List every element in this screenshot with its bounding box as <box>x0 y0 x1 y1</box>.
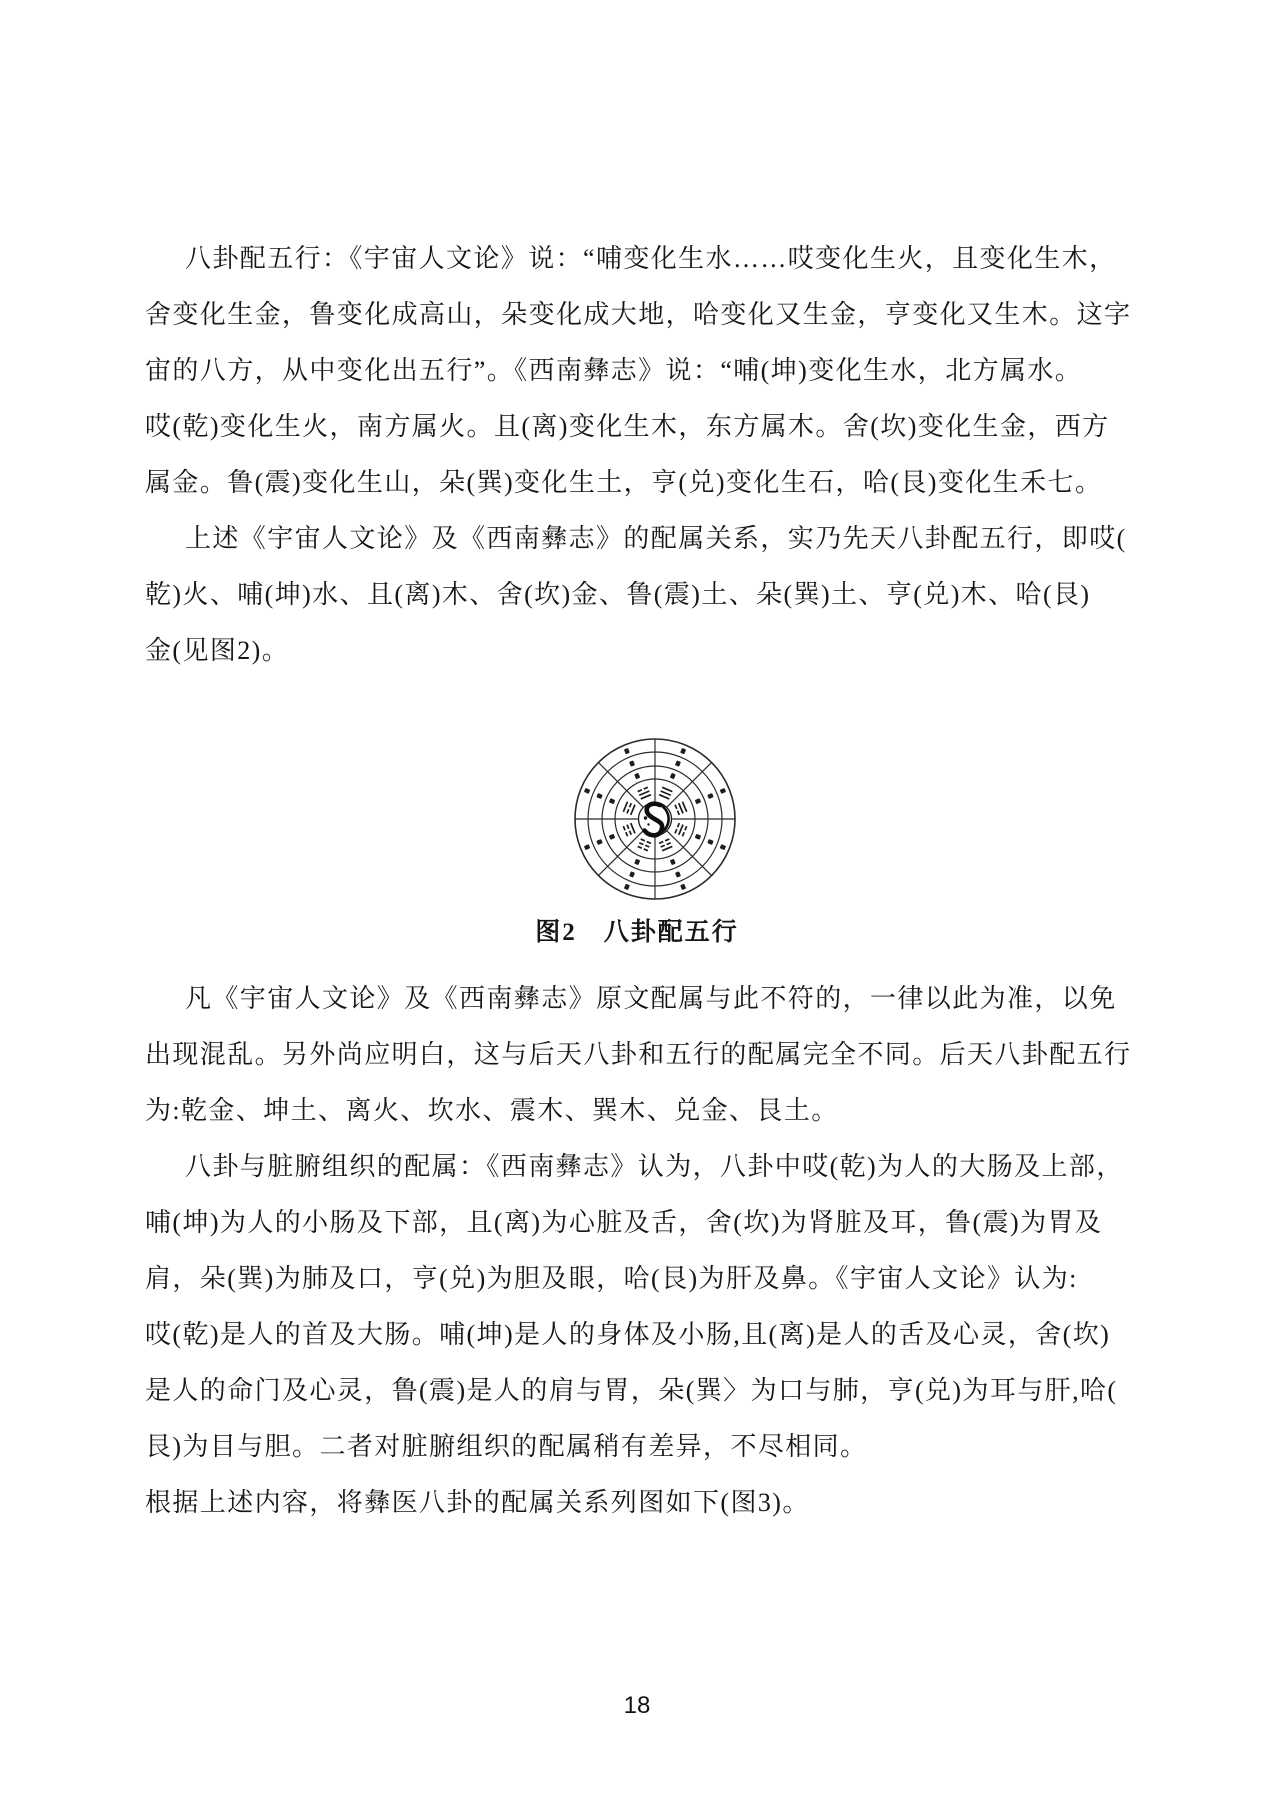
figure-caption: 图2 八卦配五行 <box>535 919 739 946</box>
paragraph-block-bottom <box>145 971 1140 1531</box>
trigram-glyph <box>659 787 672 799</box>
taiji-inner-mark <box>644 816 647 819</box>
trigram-glyph <box>659 839 672 851</box>
yi-script-glyph-mark <box>670 773 676 779</box>
text-line: 舍变化生金，鲁变化成高山，朵变化成大地，哈变化又生金，亨变化又生木。这字 <box>145 300 1132 329</box>
yi-script-glyph-mark <box>680 884 686 890</box>
yi-script-glyph-mark <box>596 793 602 799</box>
bagua-five-elements-figure <box>570 734 740 904</box>
text-line: 根据上述内容，将彝医八卦的配属关系列图如下(图3)。 <box>145 1488 810 1517</box>
yi-script-glyph-mark <box>629 760 635 766</box>
yi-script-glyph-mark <box>720 788 726 794</box>
yi-script-glyph-mark <box>596 839 602 845</box>
text-line: 哎(乾)变化生火，南方属火。且(离)变化生木，东方属木。舍(坎)变化生金，西方 <box>145 412 1110 441</box>
text-line: 艮)为目与胆。二者对脏腑组织的配属稍有差异，不尽相同。 <box>145 1432 868 1461</box>
text-line: 是人的命门及心灵，鲁(震)是人的肩与胃，朵(巽〉为口与肺，亨(兑)为耳与肝,哈( <box>145 1376 1118 1405</box>
text-line: 八卦与脏腑组织的配属：《西南彝志》认为，八卦中哎(乾)为人的大肠及上部， <box>185 1152 1124 1181</box>
text-line: 凡《宇宙人文论》及《西南彝志》原文配属与此不符的，一律以此为准，以免 <box>185 984 1117 1013</box>
yi-script-glyph-mark <box>634 773 640 779</box>
yi-script-glyph-mark <box>634 859 640 865</box>
text-line: 哎(乾)是人的首及大肠。哺(坤)是人的身体及小肠,且(离)是人的舌及心灵，舍(坎) <box>145 1320 1111 1349</box>
trigram-glyph <box>675 823 687 836</box>
trigram-glyph <box>623 823 635 836</box>
text-line: 上述《宇宙人文论》及《西南彝志》的配属关系，实乃先天八卦配五行，即哎( <box>185 524 1127 553</box>
yi-script-glyph-mark <box>675 760 681 766</box>
yi-script-glyph-mark <box>707 793 713 799</box>
yi-script-glyph-mark <box>675 871 681 877</box>
text-line: 宙的八方，从中变化出五行”。《西南彝志》说：“哺(坤)变化生水，北方属水。 <box>145 356 1083 385</box>
yi-script-glyph-mark <box>584 788 590 794</box>
page-number: 18 <box>623 1692 651 1719</box>
trigram-glyph <box>638 839 651 851</box>
yi-script-glyph-mark <box>680 748 686 754</box>
text-line: 乾)火、哺(坤)水、且(离)木、舍(坎)金、鲁(震)土、朵(巽)土、亨(兑)木、哈(艮) <box>145 580 1091 609</box>
yi-script-glyph-mark <box>707 839 713 845</box>
yi-script-glyph-mark <box>624 884 630 890</box>
paragraph-block-top <box>145 231 1140 679</box>
yi-script-glyph-mark <box>670 859 676 865</box>
text-line: 哺(坤)为人的小肠及下部，且(离)为心脏及舌，舍(坎)为肾脏及耳，鲁(震)为胃及 <box>145 1208 1103 1237</box>
yi-script-glyph-mark <box>624 748 630 754</box>
trigram-glyph <box>675 802 687 815</box>
text-line: 八卦配五行：《宇宙人文论》说：“哺变化生水……哎变化生火，且变化生木， <box>185 244 1117 273</box>
yi-script-glyph-mark <box>695 798 701 804</box>
yi-script-glyph-mark <box>609 834 615 840</box>
trigram-glyph <box>638 787 651 799</box>
yi-script-glyph-mark <box>584 844 590 850</box>
text-line: 金(见图2)。 <box>145 636 290 665</box>
text-line: 出现混乱。另外尚应明白，这与后天八卦和五行的配属完全不同。后天八卦配五行 <box>145 1040 1132 1069</box>
bagua-wheel-svg <box>570 734 740 904</box>
text-line: 属金。鲁(震)变化生山，朵(巽)变化生土，亨(兑)变化生石，哈(艮)变化生禾七。 <box>145 468 1103 497</box>
text-line: 肩，朵(巽)为肺及口，亨(兑)为胆及眼，哈(艮)为肝及鼻。《宇宙人文论》认为: <box>145 1264 1078 1293</box>
taiji-inner-mark <box>647 823 649 825</box>
yi-script-glyph-mark <box>609 798 615 804</box>
yi-script-glyph-mark <box>629 871 635 877</box>
yi-script-glyph-mark <box>720 844 726 850</box>
trigram-glyph <box>623 802 635 815</box>
text-line: 为:乾金、坤土、离火、坎水、震木、巽木、兑金、艮土。 <box>145 1096 839 1125</box>
yi-script-glyph-mark <box>695 834 701 840</box>
